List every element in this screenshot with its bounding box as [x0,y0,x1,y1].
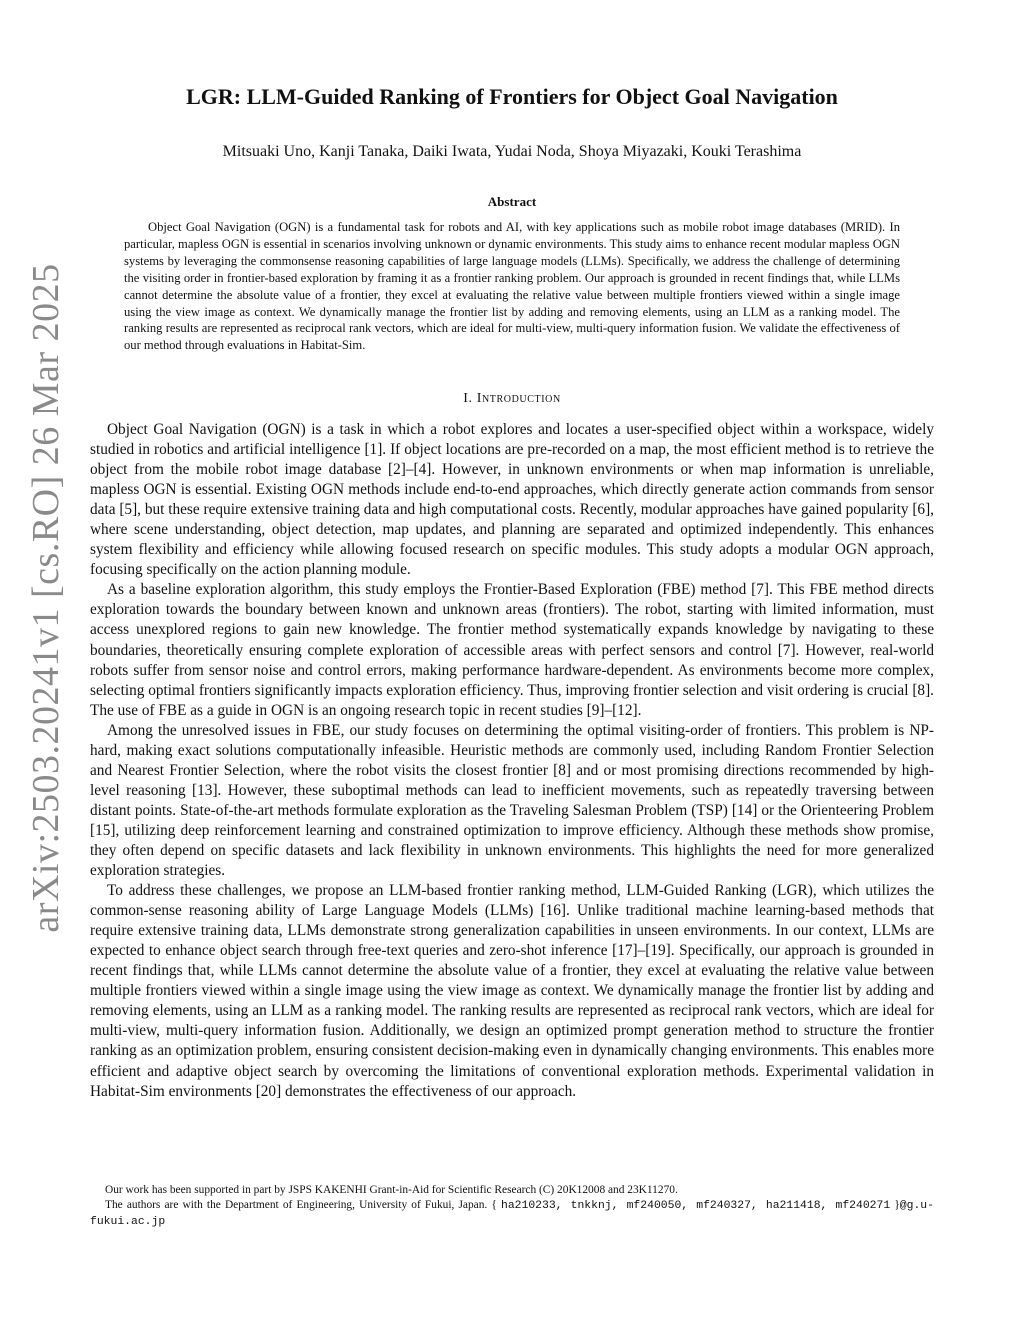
footnotes [90,1183,934,1230]
affiliation-text: The authors are with the Department of Engineering, University of Fukui, Japan. [105,1199,488,1211]
paragraph: Among the unresolved issues in FBE, our study focuses on determining the optimal visiting-order of frontiers. This problem is NP-hard, making exact solutions computationally infeasible. Heuristic methods are commonly used, including Random Frontier Selection and Nearest Frontier Selection, where the robot visits the closest frontier [8] and or most promising directions recommended by high-level reasoning [13]. However, these suboptimal methods can lead to inefficient movements, such as repeatedly traversing between distant points. State-of-the-art methods formulate exploration as the Traveling Salesman Problem (TSP) [14] or the Orienteering Problem [15], utilizing deep reinforcement learning and constrained optimization to improve efficiency. Although these methods show promise, they often depend on specific datasets and lack flexibility in unknown environments. This highlights the need for more generalized exploration strategies. [90,721,934,880]
affiliation-footnote [90,1198,934,1230]
section-heading [0,391,1024,407]
paragraph: To address these challenges, we propose an LLM-based frontier ranking method, LLM-Guided Ranking (LGR), which utilizes the common-sense reasoning ability of Large Language Models (LLMs) [16]. Unlike traditional machine learning-based methods that require extensive training data, LLMs demonstrate strong generalization capabilities in unseen environments. In our context, LLMs are expected to enhance object search through free-text queries and zero-shot inference [17]–[19]. Specifically, our approach is grounded in recent findings that, while LLMs cannot determine the absolute value of a frontier, they excel at evaluating the relative value between multiple frontiers viewed within a single image using the view image as context. We dynamically manage the frontier list by adding and removing elements, using an LLM as a ranking model. The ranking results are represented as reciprocal rank vectors, which are ideal for multi-view, multi-query information fusion. Additionally, we design an optimized prompt generation method to structure the frontier ranking as an optimization problem, ensuring consistent decision-making even in dynamically changing environments. This enables more efficient and adaptive object search by overcoming the limitations of conventional exploration methods. Experimental validation in Habitat-Sim environments [20] demonstrates the effectiveness of our approach. [90,882,934,1100]
paragraph: Object Goal Navigation (OGN) is a task in which a robot explores and locates a user-specified object within a workspace, widely studied in robotics and artificial intelligence [1]. If object locations are pre-recorded on a map, the most efficient method is to retrieve the object from the mobile robot image database [2]–[4]. However, in unknown environments or when map information is unreliable, mapless OGN is essential. Existing OGN methods include end-to-end approaches, which directly generate action commands from sensor data [5], but these require extensive training data and high computational costs. Recently, modular approaches have gained popularity [6], where scene understanding, object detection, map updates, and planning are separated and optimized independently. This enhances system flexibility and efficiency while allowing focused research on specific modules. This study adopts a modular OGN approach, focusing specifically on the action planning module. [90,421,934,579]
section-number: I. [463,391,477,406]
paragraph: As a baseline exploration algorithm, this study employs the Frontier-Based Exploration (FBE) method [7]. This FBE method directs exploration towards the boundary between known and unknown areas (frontiers). The robot, starting with limited information, must access unexplored regions to gain new knowledge. The frontier method systematically expands knowledge by navigating to these boundaries, theoretically ensuring complete exploration of accessible areas with perfect sensors and control [7]. However, real-world robots suffer from sensor noise and control errors, making performance hardware-dependent. As environments become more complex, selecting optimal frontiers significantly impacts exploration efficiency. Thus, improving frontier selection and visit ordering is crucial [8]. The use of FBE as a guide in OGN is an ongoing research topic in recent studies [9]–[12]. [90,581,934,719]
arxiv-side-stamp: arXiv:2503.20241v1 [cs.RO] 26 Mar 2025 [25,263,67,933]
email-brace-close: } [890,1199,900,1211]
abstract-text: Object Goal Navigation (OGN) is a fundamental task for robots and AI, with key applications such as mobile robot image databases (MRID). In particular, mapless OGN is essential in scenarios involving unknown or dynamic environments. This study aims to enhance recent modular mapless OGN systems by leveraging the commonsense reasoning capabilities of large language models (LLMs). Specifically, we address the challenge of determining the visiting order in frontier-based exploration by framing it as a frontier ranking problem. Our approach is grounded in recent findings that, while LLMs cannot determine the absolute value of a frontier, they excel at evaluating the relative value between multiple frontiers viewed within a single image using the view image as context. We dynamically manage the frontier list by adding and removing elements, using an LLM as a ranking model. The ranking results are represented as reciprocal rank vectors, which are ideal for multi-view, multi-query information fusion. We validate the effectiveness of our method through evaluations in Habitat-Sim. [124,220,900,353]
email-brace-open: { [491,1199,501,1211]
author-list: Mitsuaki Uno, Kanji Tanaka, Daiki Iwata, Yudai Noda, Shoya Miyazaki, Kouki Terashima [222,143,802,160]
introduction-body [90,420,934,1102]
email-domain: @g.u-fukui.ac.jp [90,1200,934,1228]
paper-title: LGR: LLM-Guided Ranking of Frontiers for Object Goal Navigation [186,84,838,109]
section-title: Introduction [476,391,561,406]
funding-footnote: Our work has been supported in part by JSPS KAKENHI Grant-in-Aid for Scientific Research (C) 20K12008 and 23K11270. [105,1184,678,1196]
abstract-heading: Abstract [487,194,537,209]
email-list: ha210233, tnkknj, mf240050, mf240327, ha211418, mf240271 [501,1200,891,1212]
